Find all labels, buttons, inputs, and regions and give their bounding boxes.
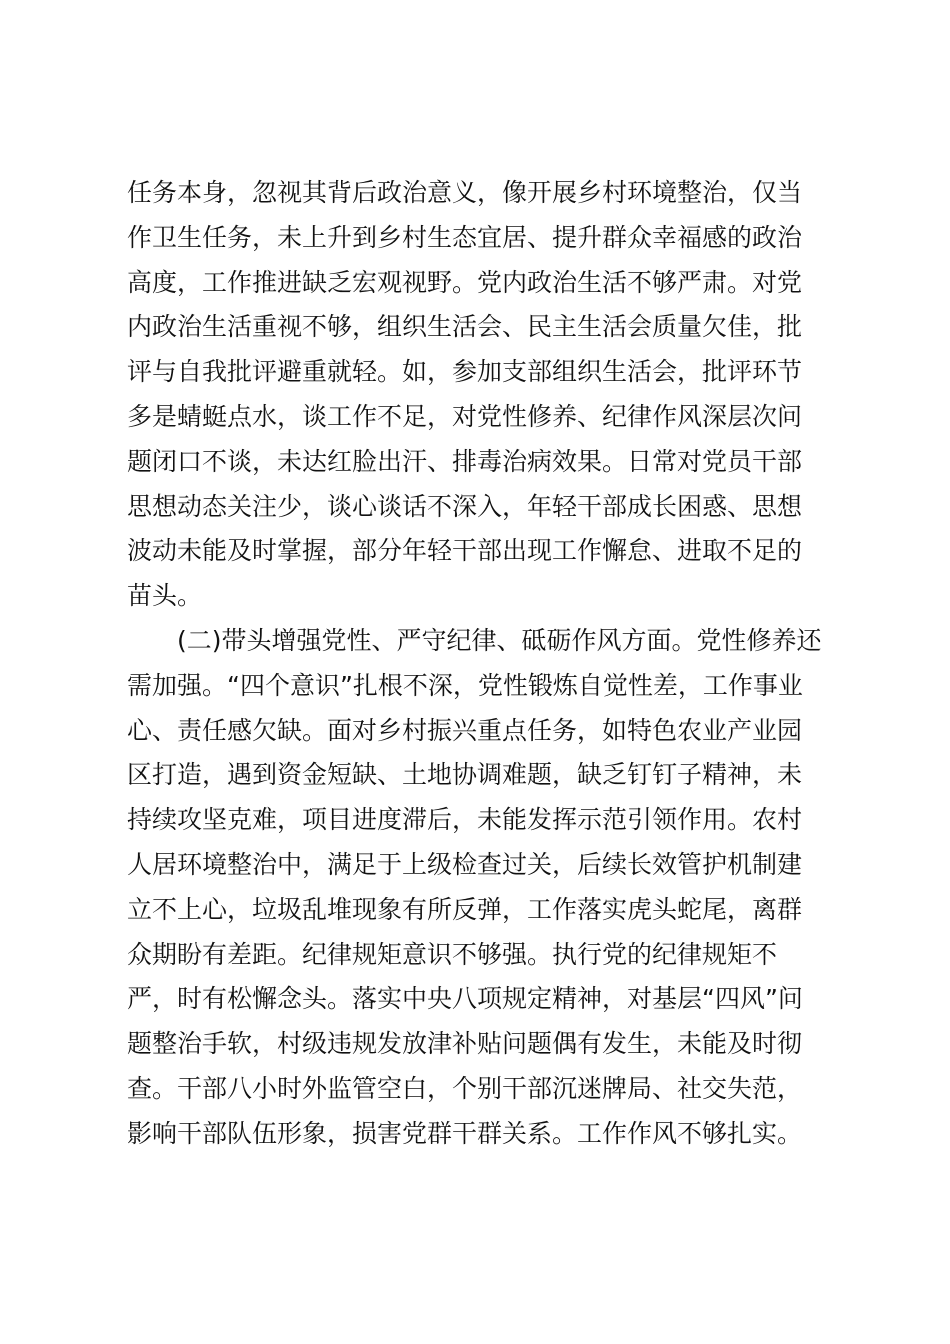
text-line: 题闭口不谈，未达红脸出汗、排毒治病效果。日常对党员干部 bbox=[127, 446, 803, 476]
text-line: 多是蜻蜓点水，谈工作不足，对党性修养、纪律作风深层次问 bbox=[127, 401, 803, 431]
text-line: 内政治生活重视不够，组织生活会、民主生活会质量欠佳，批 bbox=[127, 312, 803, 342]
text-line: 高度，工作推进缺乏宏观视野。党内政治生活不够严肃。对党 bbox=[127, 267, 803, 297]
text-line: 查。干部八小时外监管空白，个别干部沉迷牌局、社交失范， bbox=[127, 1073, 803, 1103]
text-line: 需加强。“四个意识”扎根不深，党性锻炼自觉性差，工作事业 bbox=[127, 670, 803, 700]
section-heading-line: (二)带头增强党性、严守纪律、砥砺作风方面。党性修养还 bbox=[177, 625, 822, 655]
text-line: 作卫生任务，未上升到乡村生态宜居、提升群众幸福感的政治 bbox=[127, 222, 803, 252]
text-line: 评与自我批评避重就轻。如，参加支部组织生活会，批评环节 bbox=[127, 357, 803, 387]
text-line: 心、责任感欠缺。面对乡村振兴重点任务，如特色农业产业园 bbox=[127, 715, 803, 745]
text-line: 立不上心，垃圾乱堆现象有所反弹，工作落实虎头蛇尾，离群 bbox=[127, 894, 803, 924]
text-line: 人居环境整治中，满足于上级检查过关，后续长效管护机制建 bbox=[127, 849, 803, 879]
text-line: 波动未能及时掌握，部分年轻干部出现工作懈怠、进取不足的 bbox=[127, 536, 803, 566]
text-line: 区打造，遇到资金短缺、土地协调难题，缺乏钉钉子精神，未 bbox=[127, 760, 803, 790]
text-line: 任务本身，忽视其背后政治意义，像开展乡村环境整治，仅当 bbox=[127, 178, 803, 207]
text-line: 苗头。 bbox=[127, 581, 203, 611]
text-line: 持续攻坚克难，项目进度滞后，未能发挥示范引领作用。农村 bbox=[127, 805, 803, 835]
text-line: 思想动态关注少，谈心谈话不深入，年轻干部成长困惑、思想 bbox=[127, 491, 803, 521]
text-line: 题整治手软，村级违规发放津补贴问题偶有发生，未能及时彻 bbox=[127, 1029, 803, 1059]
text-line: 众期盼有差距。纪律规矩意识不够强。执行党的纪律规矩不 bbox=[127, 939, 778, 969]
text-line: 严，时有松懈念头。落实中央八项规定精神，对基层“四风”问 bbox=[127, 984, 803, 1014]
text-line: 影响干部队伍形象，损害党群干群关系。工作作风不够扎实。 bbox=[127, 1118, 803, 1148]
document-body bbox=[127, 171, 827, 1157]
